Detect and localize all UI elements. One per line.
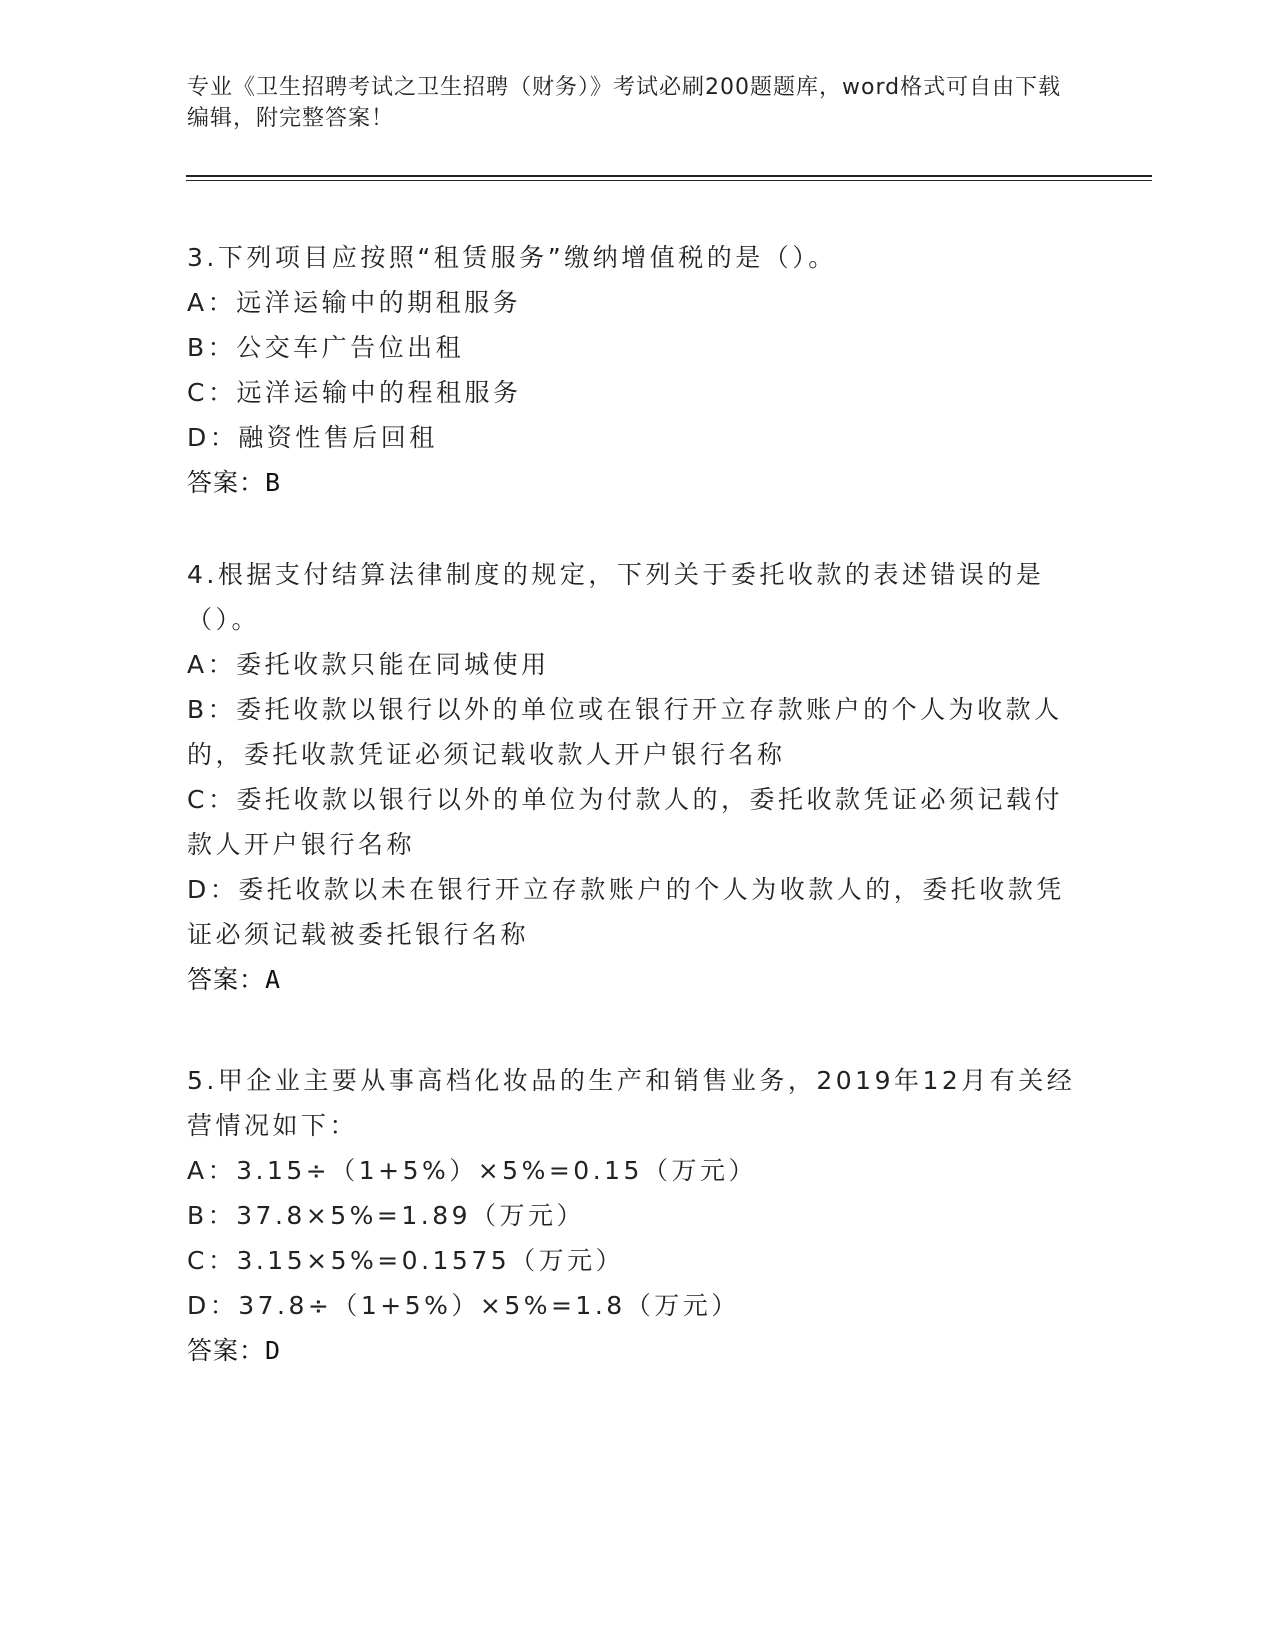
question-block	[187, 1058, 1077, 1373]
option-d: D：融资性售后回租	[187, 423, 438, 452]
option-c: C：3.15×5%=0.1575（万元）	[187, 1246, 625, 1275]
option-b: B：37.8×5%=1.89（万元）	[187, 1201, 586, 1230]
option-a: A：3.15÷（1+5%）×5%=0.15（万元）	[187, 1156, 757, 1185]
option-a: A：委托收款只能在同城使用	[187, 650, 550, 679]
question-stem: 5.甲企业主要从事高档化妆品的生产和销售业务，2019年12月有关经营情况如下：	[187, 1066, 1076, 1140]
answer-value: A	[265, 965, 282, 994]
answer-line	[187, 460, 1077, 505]
question-stem: 3.下列项目应按照“租赁服务”缴纳增值税的是（）。	[187, 243, 837, 272]
answer-value: B	[265, 468, 282, 497]
answer-line	[187, 1328, 1077, 1373]
option-d: D：37.8÷（1+5%）×5%=1.8（万元）	[187, 1291, 740, 1320]
answer-label: 答案：	[187, 965, 266, 994]
option-b: B：委托收款以银行以外的单位或在银行开立存款账户的个人为收款人的，委托收款凭证必须记载收款人开户银行名称	[187, 695, 1063, 769]
answer-line	[187, 957, 1077, 1002]
question-stem: 4.根据支付结算法律制度的规定，下列关于委托收款的表述错误的是（）。	[187, 560, 1045, 634]
document-header: 专业《卫生招聘考试之卫生招聘（财务）》考试必刷200题题库，word格式可自由下载编辑，附完整答案！	[187, 75, 1062, 131]
option-c: C：远洋运输中的程租服务	[187, 378, 522, 407]
option-c: C：委托收款以银行以外的单位为付款人的，委托收款凭证必须记载付款人开户银行名称	[187, 785, 1063, 859]
answer-label: 答案：	[187, 468, 266, 497]
answer-value: D	[265, 1336, 282, 1365]
header-divider-top	[186, 175, 1152, 177]
option-a: A：远洋运输中的期租服务	[187, 288, 522, 317]
answer-label: 答案：	[187, 1336, 266, 1365]
option-d: D：委托收款以未在银行开立存款账户的个人为收款人的，委托收款凭证必须记载被委托银行名称	[187, 875, 1065, 949]
question-block	[187, 552, 1077, 1002]
header-divider-bottom	[186, 180, 1152, 181]
question-block	[187, 235, 1077, 505]
option-b: B：公交车广告位出租	[187, 333, 465, 362]
